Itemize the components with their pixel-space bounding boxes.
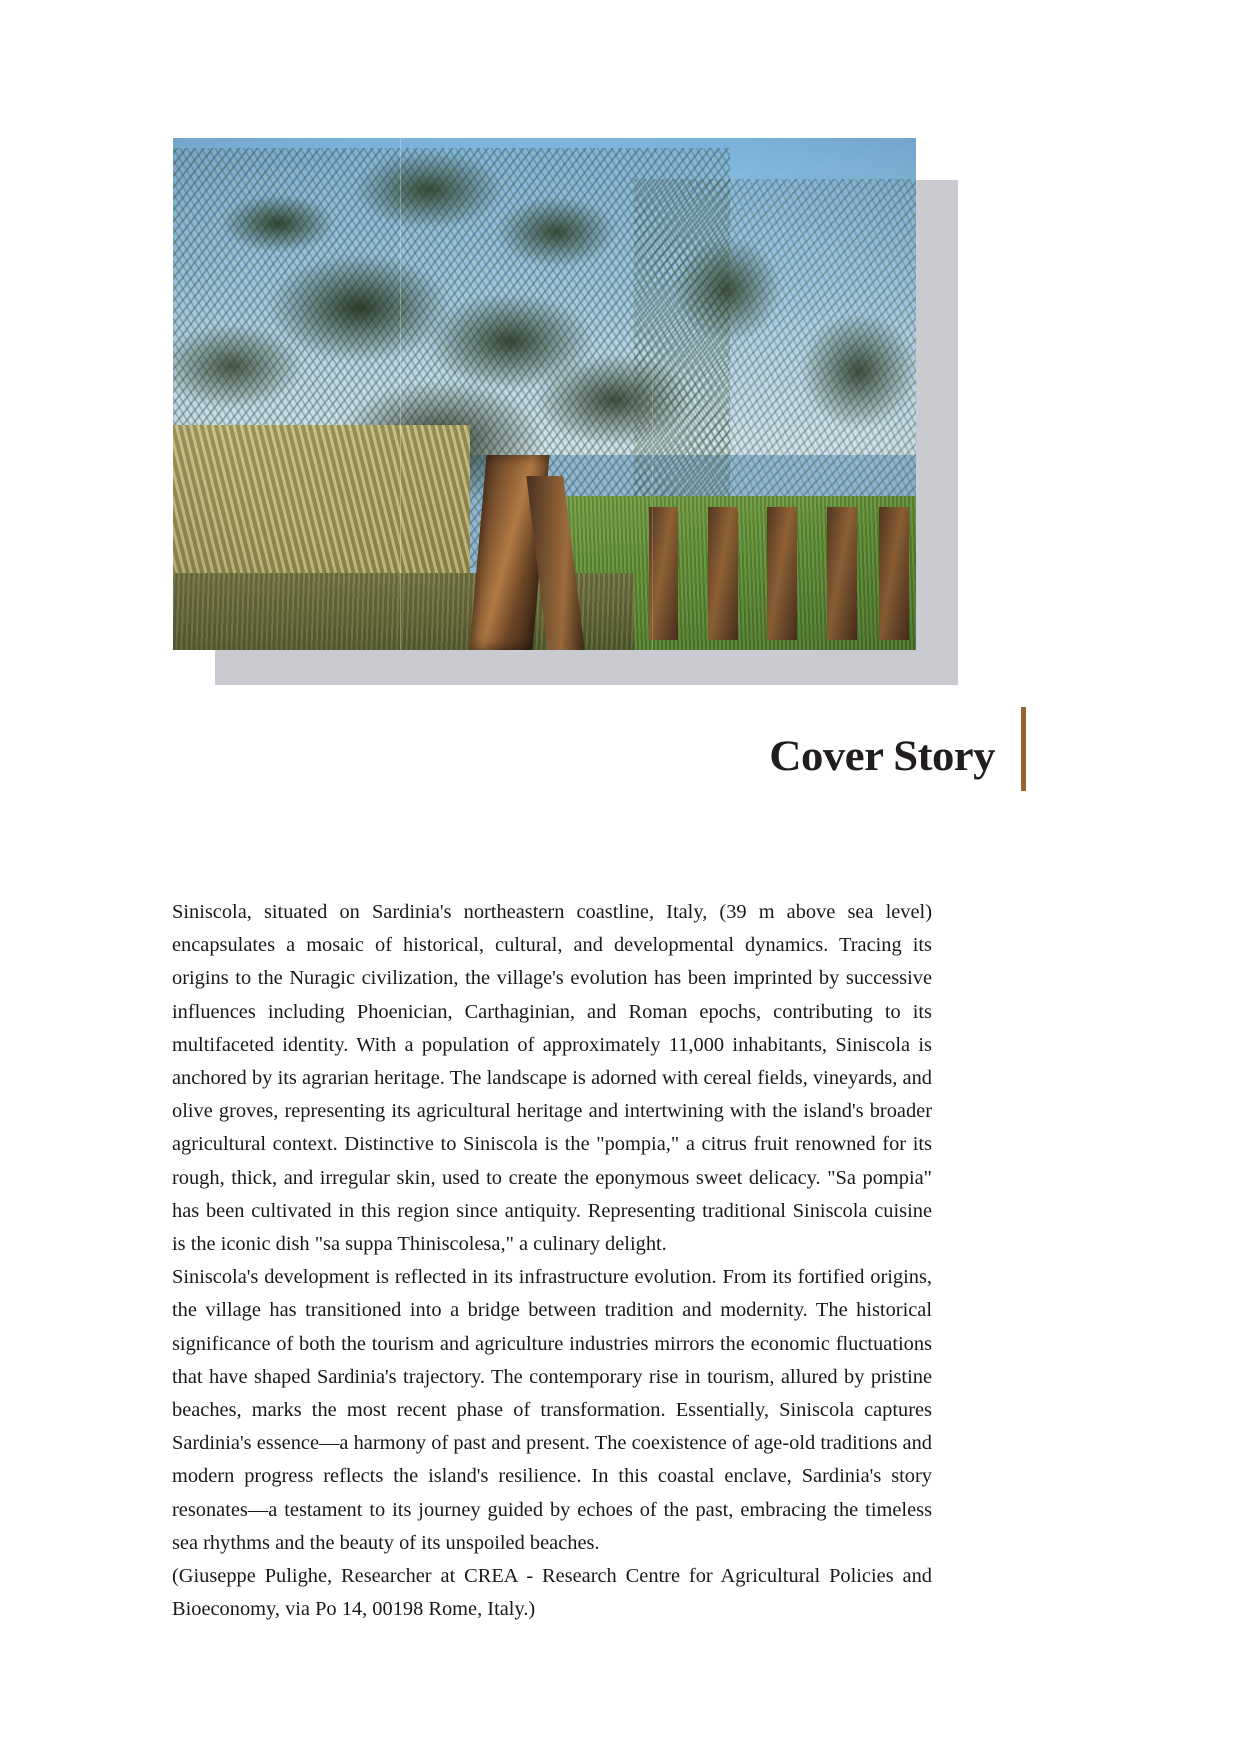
article-paragraph: Siniscola's development is reflected in its infrastructure evolution. From its fortified origins, the village has transitioned into a bridge between tradition and modernity. The historical significance of both the tourism and agriculture industries mirrors the economic fluctuations that have shaped Sardinia's trajectory. The contemporary rise in tourism, allured by pristine beaches, marks the most recent phase of transformation. Essentially, Siniscola captures Sardinia's essence—a harmony of past and present. The coexistence of age-old traditions and modern progress reflects the island's resilience. In this coastal enclave, Sardinia's story resonates—a testament to its journey guided by echoes of the past, embracing the timeless sea rhythms and the beauty of its unspoiled beaches. bbox=[172, 1266, 932, 1554]
cover-story-header bbox=[0, 735, 1022, 778]
article-body bbox=[172, 896, 932, 1626]
photo-vignette bbox=[173, 138, 916, 650]
article-paragraph: Siniscola, situated on Sardinia's northeastern coastline, Italy, (39 m above sea level) encapsulates a mosaic of historical, cultural, and developmental dynamics. Tracing its origins to the Nuragic civilization, the village's evolution has been imprinted by successive influences including Phoenician, Carthaginian, and Roman epochs, contributing to its multifaceted identity. With a population of approximately 11,000 inhabitants, Siniscola is anchored by its agrarian heritage. The landscape is adorned with cereal fields, vineyards, and olive groves, representing its agricultural heritage and intertwining with the island's broader agricultural context. Distinctive to Siniscola is the "pompia," a citrus fruit renowned for its rough, thick, and irregular skin, used to create the eponymous sweet delicacy. "Sa pompia" has been cultivated in this region since antiquity. Representing traditional Siniscola cuisine is the iconic dish "sa suppa Thiniscolesa," a culinary delight. bbox=[172, 901, 932, 1256]
article-credit: (Giuseppe Pulighe, Researcher at CREA - Research Centre for Agricultural Policies and Bioeconomy, via Po 14, 00198 Rome, Italy.) bbox=[172, 1565, 932, 1621]
cover-photo bbox=[173, 138, 916, 650]
page-title: Cover Story bbox=[769, 733, 995, 780]
cover-photo-frame bbox=[173, 138, 916, 650]
cover-story-accent-rule bbox=[1021, 707, 1026, 791]
